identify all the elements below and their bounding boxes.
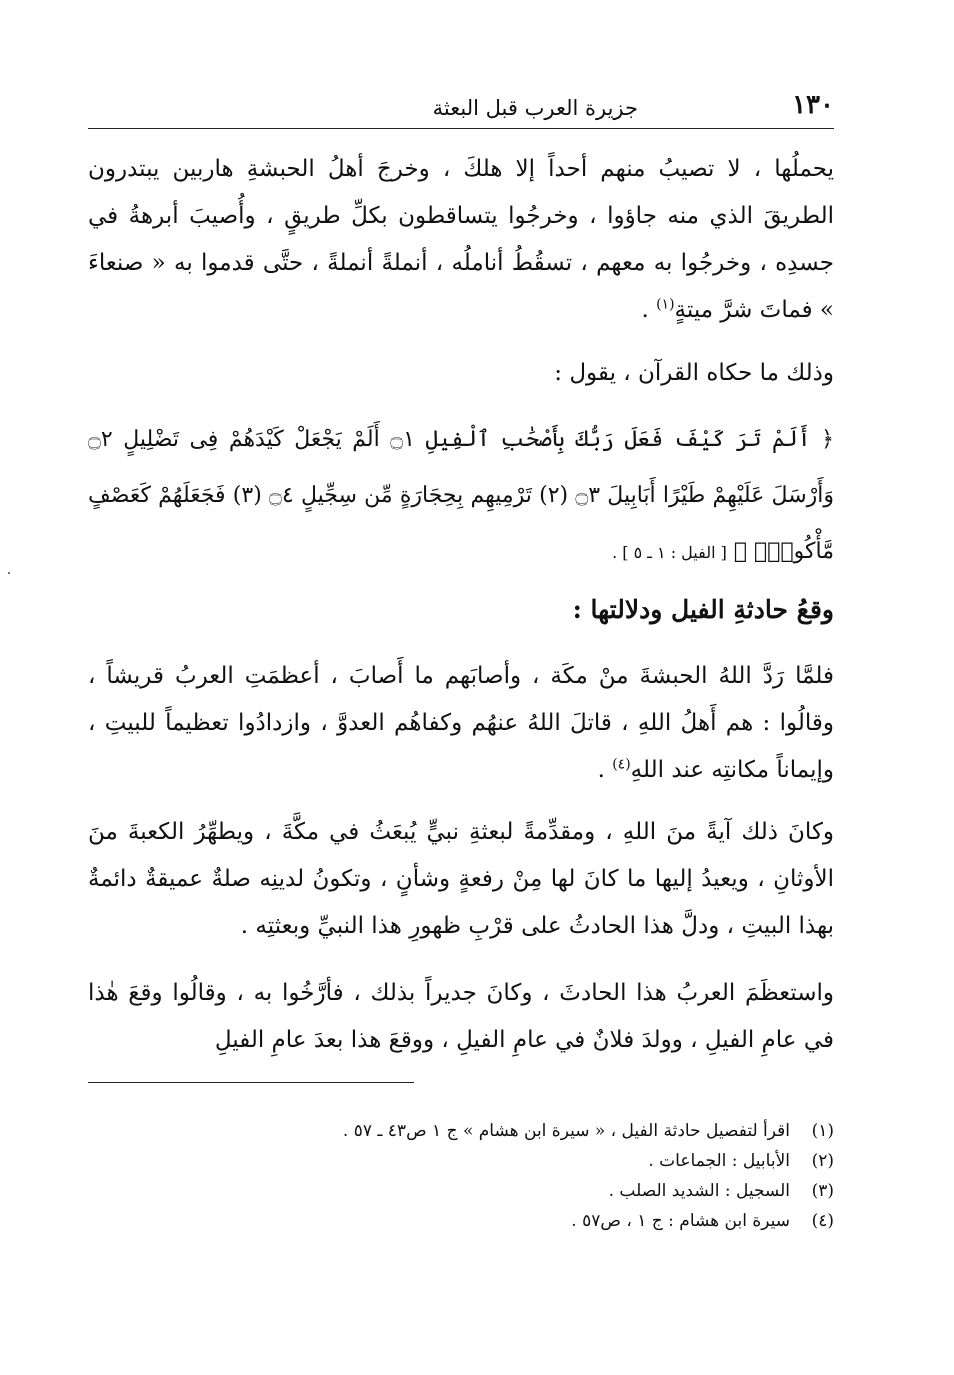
running-header [88,84,834,129]
paragraph-1-text: يحملُها ، لا تصيبُ منهم أحداً إلا هلكَ ، وخرجَ أهلُ الحبشةِ هاربين يبتدرون الطريقَ الذي منه جاؤوا ، وخرجُوا يتساقطون بكلِّ طريقٍ ، وأُصيبَ أبرهةُ في جسدِه ، وخرجُوا به معهم ، تسقُطُ أناملُه ، أنملةً أنملةً ، حتَّى قدموا به « صنعاءَ » فماتَ شرَّ ميتةٍ [88,156,834,323]
footnote-4 [88,1206,834,1236]
footnote-number: (١) [811,1121,834,1141]
footnote-text: الأبابيل : الجماعات . [648,1151,790,1171]
paragraph-6: واستعظَمَ العربُ هذا الحادثَ ، وكانَ جديراً بذلك ، فأرَّخُوا به ، وقالُوا وقعَ هٰذا في عامِ الفيلِ ، وولدَ فلانٌ في عامِ الفيلِ ، ووقعَ هذا بعدَ عامِ الفيلِ [88,980,834,1053]
footnote-separator [88,1082,414,1083]
paragraph-4 [88,653,834,794]
paragraph-2: وذلك ما حكاه القرآن ، يقول : [554,360,834,386]
scan-speck [8,572,10,574]
footnote-text: السجيل : الشديد الصلب . [608,1181,790,1201]
footnote-text: سيرة ابن هشام : ج ١ ، ص٥٧ . [571,1211,790,1231]
footnote-1 [88,1116,834,1146]
footnote-ref-4: (٤) [612,756,631,773]
page-number: ١٣٠ [792,90,834,120]
footnote-number: (٤) [811,1211,834,1231]
quran-verses: ﴿ أَلَمْ تَرَ كَيْفَ فَعَلَ رَبُّكَ بِأَصْحَٰبِ ٱلْفِيلِ ۝١ أَلَمْ يَجْعَلْ كَيْدَهُمْ فِى تَضْلِيلٍ ۝٢ وَأَرْسَلَ عَلَيْهِمْ طَيْرًا أَبَابِيلَ ۝٣ (٢) تَرْمِيهِم بِحِجَارَةٍ مِّن سِجِّيلٍ ۝٤ (٣) فَجَعَلَهُمْ كَعَصْفٍ مَّأْكُولٍۭ ﴾ [88,427,835,564]
footnote-number: (٣) [811,1181,834,1201]
paragraph-5: وكانَ ذلك آيةً منَ اللهِ ، ومقدِّمةً لبعثةِ نبيٍّ يُبعَثُ في مكَّةَ ، ويطهِّرُ الكعبةَ منَ الأوثانِ ، ويعيدُ إليها ما كانَ لها مِنْ رفعةٍ وشأنٍ ، وتكونُ لدينِه صلةٌ عميقةٌ دائمةٌ بهذا البيتِ ، ودلَّ هذا الحادثُ على قرْبِ ظهورِ هذا النبيِّ وبعثتِه . [88,819,834,939]
footnote-text: اقرأ لتفصيل حادثة الفيل ، « سيرة ابن هشام » ج ١ ص٤٣ ـ ٥٧ . [342,1121,790,1141]
paragraph-4-text: فلمَّا رَدَّ اللهُ الحبشةَ منْ مكَة ، وأصابَهم ما أَصابَ ، أعظمَتِ العربُ قريشاً ، وقالُوا : هم أَهلُ اللهِ ، قاتلَ اللهُ عنهُم وكفاهُم العدوَّ ، وازدادُوا تعظيماً للبيتِ ، وإيماناً مكانتِه عند اللهِ [88,663,834,783]
paragraph-1-end: . [641,297,657,323]
footnote-3 [88,1176,834,1206]
section-heading: وقعُ حادثةِ الفيل ودلالتها : [572,595,834,624]
quran-citation: [ الفيل : ١ ـ ٥ ] . [612,543,727,562]
paragraph-1 [88,146,834,334]
paragraph-4-end: . [597,757,613,783]
footnote-2 [88,1146,834,1176]
book-page [88,0,834,1375]
quran-quote [88,412,834,581]
footnote-ref-1: (١) [656,296,675,313]
footnote-number: (٢) [811,1151,834,1171]
footnotes-list [88,1116,834,1236]
book-title: جزيرة العرب قبل البعثة [432,96,638,120]
